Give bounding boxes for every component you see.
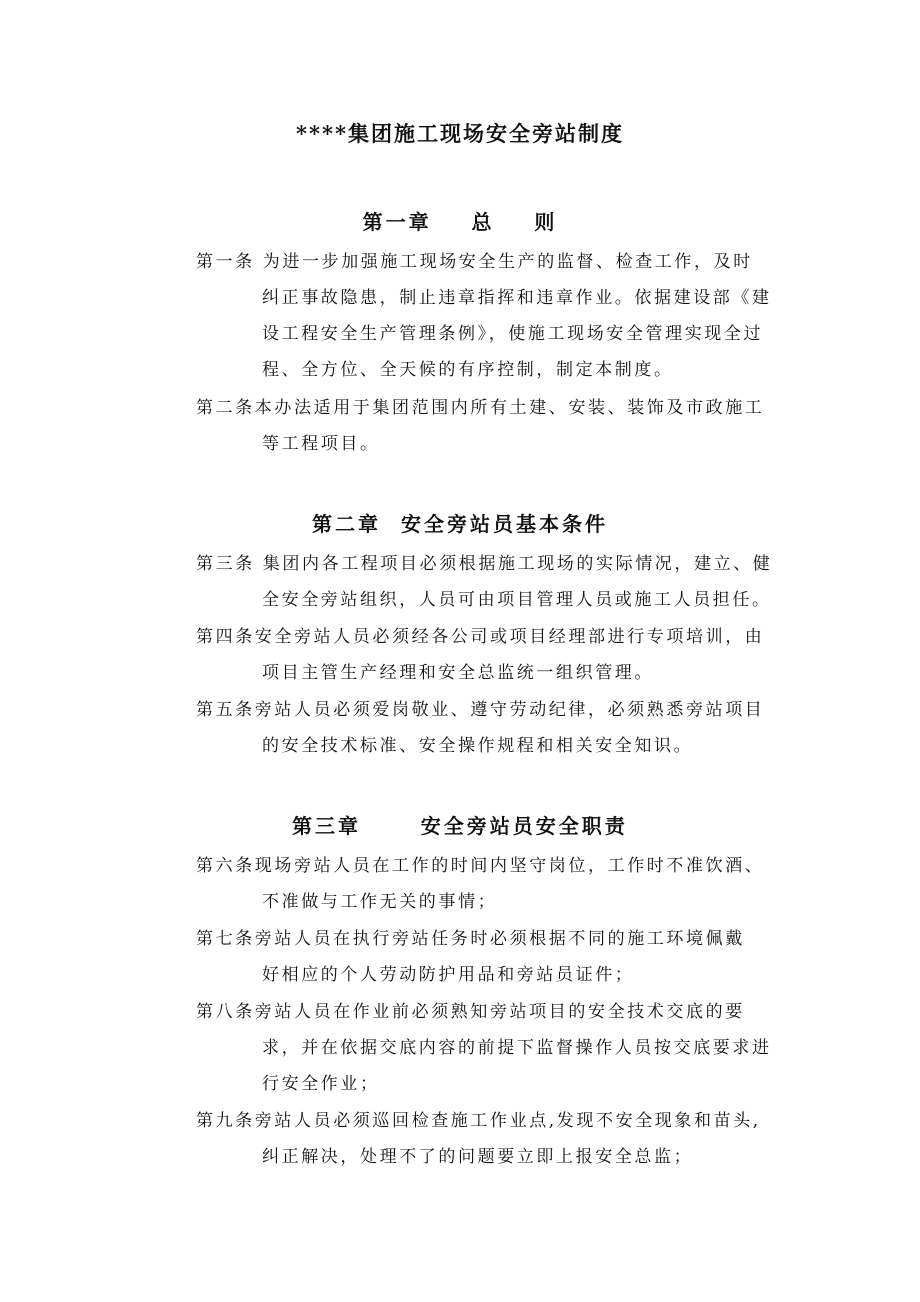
article-6-line-2: 不准做与工作无关的事情；: [262, 892, 498, 912]
article-4: [196, 619, 828, 691]
article-9: [196, 1103, 828, 1175]
article-2-line-1: 第二条本办法适用于集团范围内所有土建、安装、装饰及市政施工: [196, 398, 765, 418]
article-2-line-2: 等工程项目。: [262, 434, 380, 454]
article-8-line-3: 行安全作业；: [262, 1074, 380, 1094]
article-6: [196, 848, 828, 920]
chapter-1-heading: 第一章 总 则: [362, 210, 558, 234]
article-8-line-1: 第八条旁站人员在作业前必须熟知旁站项目的安全技术交底的要: [196, 1002, 745, 1022]
article-1-line-2: 纠正事故隐患，制止违章指挥和违章作业。依据建设部《建: [262, 288, 772, 308]
article-4-line-2: 项目主管生产经理和安全总监统一组织管理。: [262, 663, 654, 683]
article-8-line-2: 求，并在依据交底内容的前提下监督操作人员按交底要求进: [262, 1038, 772, 1058]
article-2: [196, 390, 828, 462]
chapter-2-heading: 第二章 安全旁站员基本条件: [312, 512, 608, 536]
article-7-line-1: 第七条旁站人员在执行旁站任务时必须根据不同的施工环境佩戴: [196, 929, 745, 949]
article-9-line-1: 第九条旁站人员必须巡回检查施工作业点,发现不安全现象和苗头,: [196, 1111, 761, 1131]
article-4-line-1: 第四条安全旁站人员必须经各公司或项目经理部进行专项培训，由: [196, 627, 765, 647]
article-1-line-4: 程、全方位、全天候的有序控制，制定本制度。: [262, 360, 674, 380]
chapter-3-heading: 第三章 安全旁站员安全职责: [292, 814, 628, 838]
article-5-line-2: 的安全技术标准、安全操作规程和相关安全知识。: [262, 736, 694, 756]
article-3-line-2: 全安全旁站组织，人员可由项目管理人员或施工人员担任。: [262, 590, 772, 610]
article-5-line-1: 第五条旁站人员必须爱岗敬业、遵守劳动纪律，必须熟悉旁站项目: [196, 700, 765, 720]
article-8: [196, 994, 828, 1102]
article-1-line-1: 第一条 为进一步加强施工现场安全生产的监督、检查工作，及时: [196, 252, 753, 272]
article-3: [196, 546, 828, 618]
article-9-line-2: 纠正解决，处理不了的问题要立即上报安全总监；: [262, 1147, 694, 1167]
document-title: ****集团施工现场安全旁站制度: [296, 121, 624, 146]
article-1-line-3: 设工程安全生产管理条例》，使施工现场安全管理实现全过: [262, 324, 764, 344]
article-6-line-1: 第六条现场旁站人员在工作的时间内坚守岗位，工作时不准饮酒、: [196, 856, 765, 876]
article-7: [196, 921, 828, 993]
article-5: [196, 692, 828, 764]
article-1: [196, 244, 828, 388]
article-3-line-1: 第三条 集团内各工程项目必须根据施工现场的实际情况，建立、健: [196, 554, 773, 574]
article-7-line-2: 好相应的个人劳动防护用品和旁站员证件；: [262, 965, 635, 985]
